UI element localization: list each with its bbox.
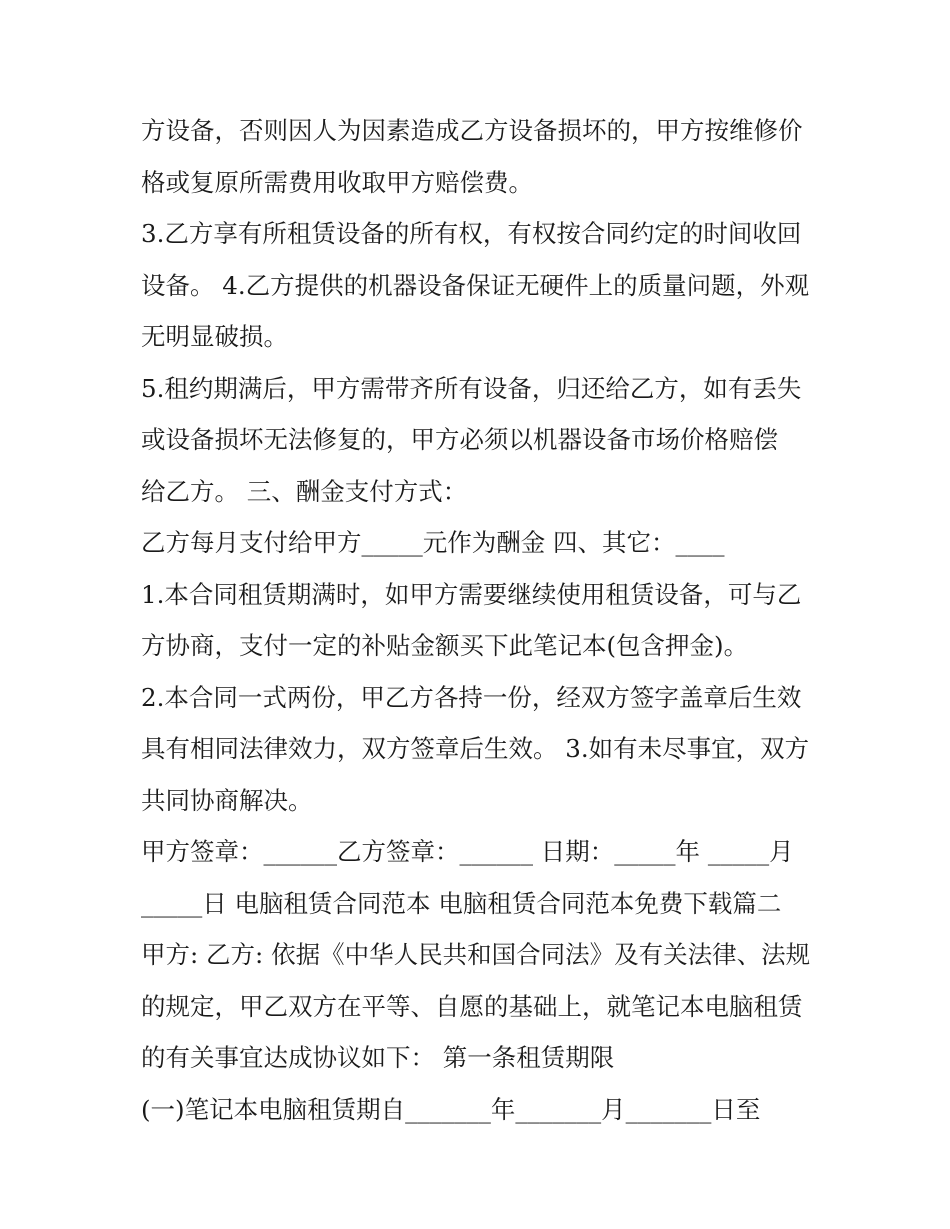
text-line: 或设备损坏无法修复的，甲方必须以机器设备市场价格赔偿 bbox=[141, 425, 778, 454]
contract-body-text bbox=[141, 105, 821, 1135]
text-line: 无明显破损。 bbox=[141, 322, 288, 351]
text-line: 共同协商解决。 bbox=[141, 785, 313, 815]
text-line: 设备。 4.乙方提供的机器设备保证无硬件上的质量问题，外观 bbox=[141, 270, 810, 300]
text-line: 1.本合同租赁期满时，如甲方需要继续使用租赁设备，可与乙 bbox=[141, 579, 802, 609]
text-line: _____日 电脑租赁合同范本 电脑租赁合同范本免费下载篇二 bbox=[141, 888, 782, 918]
text-line: 5.租约期满后，甲方需带齐所有设备，归还给乙方，如有丢失 bbox=[141, 373, 802, 403]
text-line: 格或复原所需费用收取甲方赔偿费。 bbox=[141, 167, 533, 197]
text-line: 3.乙方享有所租赁设备的所有权，有权按合同约定的时间收回 bbox=[141, 219, 802, 248]
text-line: 给乙方。 三、酬金支付方式： bbox=[141, 476, 468, 506]
text-line: (一)笔记本电脑租赁期自_______年_______月_______日至 bbox=[141, 1094, 761, 1124]
text-line: 甲方: 乙方: 依据《中华人民共和国合同法》及有关法律、法规 bbox=[141, 940, 811, 969]
text-line: 方设备，否则因人为因素造成乙方设备损坏的，甲方按维修价 bbox=[141, 116, 803, 145]
text-line: 的有关事宜达成协议如下： 第一条租赁期限 bbox=[141, 1043, 615, 1072]
text-line: 的规定，甲乙双方在平等、自愿的基础上，就笔记本电脑租赁 bbox=[141, 991, 803, 1021]
text-line: 具有相同法律效力，双方签章后生效。 3.如有未尽事宜，双方 bbox=[141, 734, 810, 763]
text-line: 方协商，支付一定的补贴金额买下此笔记本(包含押金)。 bbox=[141, 631, 749, 660]
text-line: 2.本合同一式两份，甲乙方各持一份，经双方签字盖章后生效 bbox=[141, 682, 802, 712]
signature-line: 甲方签章：______乙方签章：______ 日期：_____年 _____月 bbox=[141, 837, 794, 866]
text-line: 乙方每月支付给甲方_____元作为酬金 四、其它：____ bbox=[141, 528, 725, 557]
